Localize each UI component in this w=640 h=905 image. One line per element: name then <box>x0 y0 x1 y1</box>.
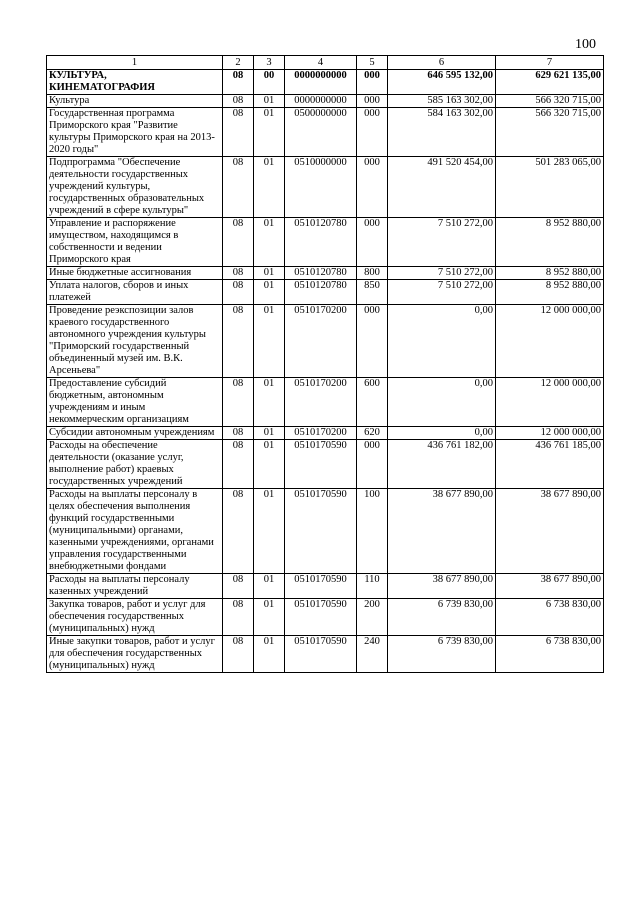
row-name-cell: Расходы на обеспечение деятельности (оказание услуг, выполнение работ) краевых государственных учреждений <box>47 440 223 489</box>
row-name-cell: Расходы на выплаты персоналу в целях обеспечения выполнения функций государственными (муниципальными) органами, казенными учреждениями, органами управления государственными внебюджетными фондами <box>47 489 223 574</box>
row-section-cell: 08 <box>223 489 254 574</box>
row-name-cell: Иные закупки товаров, работ и услуг для обеспечения государственных (муниципальных) нужд <box>47 636 223 673</box>
table-row <box>47 599 604 636</box>
row-amount-1-cell: 0,00 <box>388 427 496 440</box>
row-amount-1-cell: 7 510 272,00 <box>388 267 496 280</box>
row-name-cell: Подпрограмма "Обеспечение деятельности государственных учреждений культуры, государственных образовательных учреждений в сфере культуры" <box>47 157 223 218</box>
row-subsection-cell: 01 <box>254 108 285 157</box>
row-amount-1-cell: 0,00 <box>388 305 496 378</box>
row-amount-1-cell: 7 510 272,00 <box>388 218 496 267</box>
row-section-cell: 08 <box>223 108 254 157</box>
row-amount-1-cell: 584 163 302,00 <box>388 108 496 157</box>
row-type-cell: 000 <box>357 157 388 218</box>
row-section-cell: 08 <box>223 378 254 427</box>
row-subsection-cell: 01 <box>254 427 285 440</box>
row-section-cell: 08 <box>223 427 254 440</box>
header-row <box>47 56 604 70</box>
table-row <box>47 305 604 378</box>
table-row <box>47 218 604 267</box>
row-amount-1-cell: 6 739 830,00 <box>388 636 496 673</box>
row-amount-2-cell: 629 621 135,00 <box>496 70 604 95</box>
row-type-cell: 000 <box>357 95 388 108</box>
row-target-cell: 0510170200 <box>285 305 357 378</box>
row-target-cell: 0510170590 <box>285 574 357 599</box>
row-section-cell: 08 <box>223 95 254 108</box>
row-amount-1-cell: 38 677 890,00 <box>388 489 496 574</box>
budget-table <box>46 55 604 673</box>
table-row <box>47 427 604 440</box>
row-subsection-cell: 01 <box>254 157 285 218</box>
row-subsection-cell: 01 <box>254 440 285 489</box>
row-amount-1-cell: 585 163 302,00 <box>388 95 496 108</box>
row-subsection-cell: 01 <box>254 267 285 280</box>
row-amount-2-cell: 12 000 000,00 <box>496 305 604 378</box>
table-row <box>47 636 604 673</box>
row-name-cell: Субсидии автономным учреждениям <box>47 427 223 440</box>
row-name-cell: КУЛЬТУРА, КИНЕМАТОГРАФИЯ <box>47 70 223 95</box>
row-target-cell: 0510170200 <box>285 378 357 427</box>
row-target-cell: 0510120780 <box>285 267 357 280</box>
row-amount-2-cell: 6 738 830,00 <box>496 636 604 673</box>
row-subsection-cell: 01 <box>254 305 285 378</box>
row-name-cell: Предоставление субсидий бюджетным, автономным учреждениям и иным некоммерческим организациям <box>47 378 223 427</box>
page-number: 100 <box>575 37 596 52</box>
row-name-cell: Расходы на выплаты персоналу казенных учреждений <box>47 574 223 599</box>
row-target-cell: 0000000000 <box>285 95 357 108</box>
row-type-cell: 100 <box>357 489 388 574</box>
row-name-cell: Управление и распоряжение имуществом, находящимся в собственности и ведении Приморского края <box>47 218 223 267</box>
table-row <box>47 440 604 489</box>
row-amount-1-cell: 436 761 182,00 <box>388 440 496 489</box>
row-amount-2-cell: 501 283 065,00 <box>496 157 604 218</box>
row-name-cell: Иные бюджетные ассигнования <box>47 267 223 280</box>
row-type-cell: 850 <box>357 280 388 305</box>
row-type-cell: 600 <box>357 378 388 427</box>
row-amount-2-cell: 38 677 890,00 <box>496 489 604 574</box>
row-subsection-cell: 01 <box>254 378 285 427</box>
row-target-cell: 0510170590 <box>285 489 357 574</box>
row-type-cell: 620 <box>357 427 388 440</box>
row-amount-2-cell: 12 000 000,00 <box>496 427 604 440</box>
table-row <box>47 267 604 280</box>
row-subsection-cell: 01 <box>254 489 285 574</box>
row-amount-2-cell: 6 738 830,00 <box>496 599 604 636</box>
header-cell: 7 <box>496 56 604 70</box>
row-target-cell: 0510170590 <box>285 440 357 489</box>
row-section-cell: 08 <box>223 267 254 280</box>
table-row <box>47 574 604 599</box>
row-amount-2-cell: 566 320 715,00 <box>496 108 604 157</box>
row-subsection-cell: 01 <box>254 218 285 267</box>
header-cell: 5 <box>357 56 388 70</box>
row-section-cell: 08 <box>223 280 254 305</box>
row-amount-1-cell: 0,00 <box>388 378 496 427</box>
row-target-cell: 0510170590 <box>285 599 357 636</box>
header-cell: 1 <box>47 56 223 70</box>
row-type-cell: 000 <box>357 108 388 157</box>
row-section-cell: 08 <box>223 440 254 489</box>
header-cell: 4 <box>285 56 357 70</box>
table-row <box>47 378 604 427</box>
row-type-cell: 800 <box>357 267 388 280</box>
row-name-cell: Уплата налогов, сборов и иных платежей <box>47 280 223 305</box>
row-type-cell: 000 <box>357 218 388 267</box>
row-subsection-cell: 01 <box>254 95 285 108</box>
table-row <box>47 95 604 108</box>
row-section-cell: 08 <box>223 636 254 673</box>
row-amount-2-cell: 12 000 000,00 <box>496 378 604 427</box>
table-row <box>47 70 604 95</box>
row-type-cell: 000 <box>357 440 388 489</box>
row-amount-1-cell: 491 520 454,00 <box>388 157 496 218</box>
row-subsection-cell: 00 <box>254 70 285 95</box>
row-subsection-cell: 01 <box>254 636 285 673</box>
row-name-cell: Государственная программа Приморского края "Развитие культуры Приморского края на 2013-2020 годы" <box>47 108 223 157</box>
row-target-cell: 0500000000 <box>285 108 357 157</box>
row-amount-2-cell: 436 761 185,00 <box>496 440 604 489</box>
row-subsection-cell: 01 <box>254 280 285 305</box>
row-subsection-cell: 01 <box>254 574 285 599</box>
row-target-cell: 0510170590 <box>285 636 357 673</box>
row-name-cell: Проведение реэкспозиции залов краевого государственного автономного учреждения культуры "Приморский государственный объединенный музей им. В.К. Арсеньева" <box>47 305 223 378</box>
row-amount-1-cell: 646 595 132,00 <box>388 70 496 95</box>
row-type-cell: 000 <box>357 70 388 95</box>
row-target-cell: 0510120780 <box>285 218 357 267</box>
row-target-cell: 0000000000 <box>285 70 357 95</box>
header-cell: 6 <box>388 56 496 70</box>
table-row <box>47 489 604 574</box>
table-row <box>47 157 604 218</box>
header-cell: 3 <box>254 56 285 70</box>
row-amount-1-cell: 7 510 272,00 <box>388 280 496 305</box>
row-section-cell: 08 <box>223 599 254 636</box>
row-section-cell: 08 <box>223 70 254 95</box>
row-section-cell: 08 <box>223 574 254 599</box>
row-target-cell: 0510170200 <box>285 427 357 440</box>
row-section-cell: 08 <box>223 218 254 267</box>
row-amount-1-cell: 38 677 890,00 <box>388 574 496 599</box>
header-cell: 2 <box>223 56 254 70</box>
row-type-cell: 110 <box>357 574 388 599</box>
row-amount-2-cell: 8 952 880,00 <box>496 267 604 280</box>
row-amount-1-cell: 6 739 830,00 <box>388 599 496 636</box>
row-amount-2-cell: 566 320 715,00 <box>496 95 604 108</box>
row-section-cell: 08 <box>223 305 254 378</box>
row-subsection-cell: 01 <box>254 599 285 636</box>
table-row <box>47 108 604 157</box>
table-row <box>47 280 604 305</box>
row-section-cell: 08 <box>223 157 254 218</box>
row-amount-2-cell: 8 952 880,00 <box>496 280 604 305</box>
row-type-cell: 200 <box>357 599 388 636</box>
row-name-cell: Закупка товаров, работ и услуг для обеспечения государственных (муниципальных) нужд <box>47 599 223 636</box>
row-target-cell: 0510120780 <box>285 280 357 305</box>
row-target-cell: 0510000000 <box>285 157 357 218</box>
row-amount-2-cell: 38 677 890,00 <box>496 574 604 599</box>
row-name-cell: Культура <box>47 95 223 108</box>
row-amount-2-cell: 8 952 880,00 <box>496 218 604 267</box>
row-type-cell: 000 <box>357 305 388 378</box>
row-type-cell: 240 <box>357 636 388 673</box>
